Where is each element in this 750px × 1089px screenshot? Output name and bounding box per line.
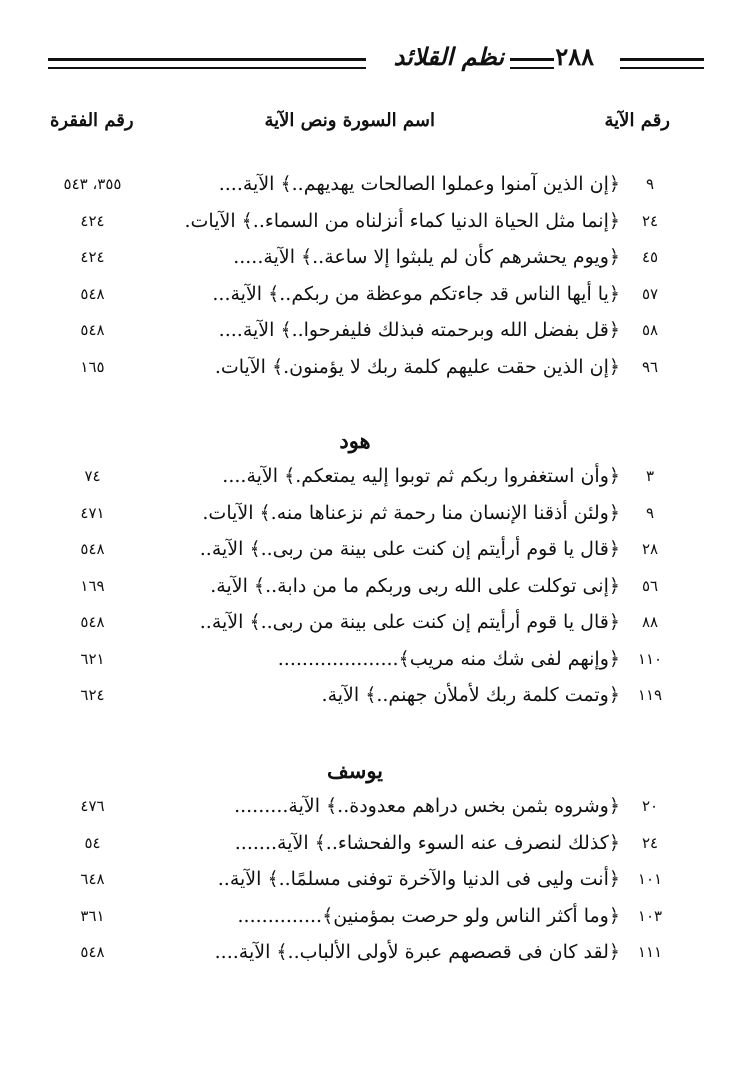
verse-text: ﴿إنى توكلت على الله ربى وربكم ما من دابة..﴾ الآية.	[210, 574, 620, 597]
verse-number: ٩٦	[641, 357, 659, 376]
index-row	[40, 349, 670, 386]
index-row	[40, 495, 670, 532]
verse-text: ﴿كذلك لنصرف عنه السوء والفحشاء..﴾ الآية.......	[234, 831, 620, 854]
verse-number: ٩	[645, 175, 655, 193]
verse-number: ٢٨	[641, 540, 659, 558]
paragraph-number: ٥٤٨	[80, 943, 105, 961]
paragraph-number: ٤٧١	[80, 503, 105, 522]
verse-number: ٣	[645, 467, 655, 485]
verse-number: ١٠٣	[637, 906, 663, 925]
verse-text: ﴿لقد كان فى قصصهم عبرة لأولى الألباب..﴾ الآية....	[214, 941, 620, 963]
verse-number: ٢٠	[641, 797, 659, 815]
header-rule-left	[48, 58, 366, 69]
paragraph-number: ١٦٥	[80, 357, 105, 376]
verse-number: ٥٦	[641, 576, 659, 595]
index-row	[40, 166, 670, 203]
index-row	[40, 458, 670, 495]
section-yusuf	[40, 754, 670, 971]
verse-text: ﴿يا أيها الناس قد جاءتكم موعظة من ربكم..﴾ الآية...	[212, 282, 620, 305]
paragraph-number: ٧٤	[84, 467, 101, 485]
paragraph-number-heading: رقم الفقرة	[50, 110, 134, 131]
index-row	[40, 568, 670, 605]
header-rule-right	[620, 58, 704, 69]
surah-title: هود	[339, 428, 371, 453]
index-row	[40, 239, 670, 276]
verse-number: ٥٧	[641, 284, 659, 303]
index-row	[40, 861, 670, 898]
index-row	[40, 531, 670, 568]
index-row	[40, 825, 670, 862]
verse-text: ﴿قل بفضل الله وبرحمته فبذلك فليفرحوا..﴾ الآية....	[218, 319, 620, 341]
verse-number: ٤٥	[641, 248, 659, 266]
paragraph-number: ٥٤٨	[80, 613, 105, 631]
paragraph-number: ٥٤٨	[80, 321, 105, 339]
header-rule-middle	[510, 58, 554, 69]
verse-text: ﴿إنما مثل الحياة الدنيا كماء أنزلناه من السماء..﴾ الآيات.	[184, 209, 620, 232]
verse-number: ٢٤	[641, 211, 659, 230]
paragraph-number: ١٦٩	[80, 576, 105, 595]
paragraph-number: ٣٥٥، ٥٤٣	[63, 175, 122, 193]
verse-text: ﴿قال يا قوم أرأيتم إن كنت على بينة من ربى..﴾ الآية..	[199, 538, 620, 560]
paragraph-number: ٦٢٤	[80, 686, 105, 704]
index-row	[40, 788, 670, 825]
verse-text: ﴿وإنهم لفى شك منه مريب﴾....................	[277, 647, 620, 670]
verse-number: ١١٩	[637, 686, 663, 704]
index-row	[40, 898, 670, 935]
index-row	[40, 677, 670, 714]
verse-text: ﴿وتمت كلمة ربك لأملأن جهنم..﴾ الآية.	[321, 684, 620, 706]
verse-text: ﴿قال يا قوم أرأيتم إن كنت على بينة من ربى..﴾ الآية..	[199, 611, 620, 633]
index-row	[40, 604, 670, 641]
paragraph-number: ٥٤	[84, 833, 101, 852]
surah-text-heading: اسم السورة ونص الآية	[264, 110, 435, 131]
paragraph-number: ٣٦١	[80, 906, 105, 925]
index-row	[40, 203, 670, 240]
verse-number: ٨٨	[641, 613, 659, 631]
running-header	[48, 40, 704, 74]
column-headings	[40, 110, 670, 142]
verse-number: ٢٤	[641, 833, 659, 852]
verse-text: ﴿أنت وليى فى الدنيا والآخرة توفنى مسلمًا..﴾ الآية..	[217, 868, 620, 890]
paragraph-number: ٥٤٨	[80, 284, 105, 303]
index-row	[40, 312, 670, 349]
verse-text: ﴿وشروه بثمن بخس دراهم معدودة..﴾ الآية.........	[234, 795, 620, 817]
verse-number-heading: رقم الآية	[604, 110, 670, 131]
page-number: ٢٨٨	[555, 42, 594, 71]
paragraph-number: ٤٧٦	[80, 797, 105, 815]
verse-text: ﴿ولئن أذقنا الإنسان منا رحمة ثم نزعناها منه.﴾ الآيات.	[202, 501, 620, 524]
verse-number: ٥٨	[641, 321, 659, 339]
index-row	[40, 641, 670, 678]
paragraph-number: ٥٤٨	[80, 540, 105, 558]
paragraph-number: ٦٢١	[80, 649, 105, 668]
verse-number: ١٠١	[637, 870, 663, 888]
section-hud	[40, 424, 670, 714]
verse-text: ﴿وما أكثر الناس ولو حرصت بمؤمنين﴾..............	[237, 904, 620, 927]
index-row	[40, 934, 670, 971]
verse-text: ﴿إن الذين حقت عليهم كلمة ربك لا يؤمنون.﴾ الآيات.	[214, 355, 620, 378]
surah-title: يوسف	[326, 758, 384, 783]
verse-number: ١١٠	[637, 649, 663, 668]
paragraph-number: ٦٤٨	[80, 870, 105, 888]
paragraph-number: ٤٢٤	[80, 248, 105, 266]
verse-text: ﴿وأن استغفروا ربكم ثم توبوا إليه يمتعكم.﴾ الآية....	[222, 465, 620, 487]
running-title: نظم القلائد	[393, 42, 504, 71]
index-row	[40, 276, 670, 313]
verse-number: ٩	[645, 503, 655, 522]
section-continuation	[40, 166, 670, 385]
verse-number: ١١١	[637, 943, 663, 961]
verse-text: ﴿ويوم يحشرهم كأن لم يلبثوا إلا ساعة..﴾ الآية.....	[233, 246, 620, 268]
verse-text: ﴿إن الذين آمنوا وعملوا الصالحات يهديهم..﴾ الآية....	[218, 173, 620, 195]
paragraph-number: ٤٢٤	[80, 211, 105, 230]
